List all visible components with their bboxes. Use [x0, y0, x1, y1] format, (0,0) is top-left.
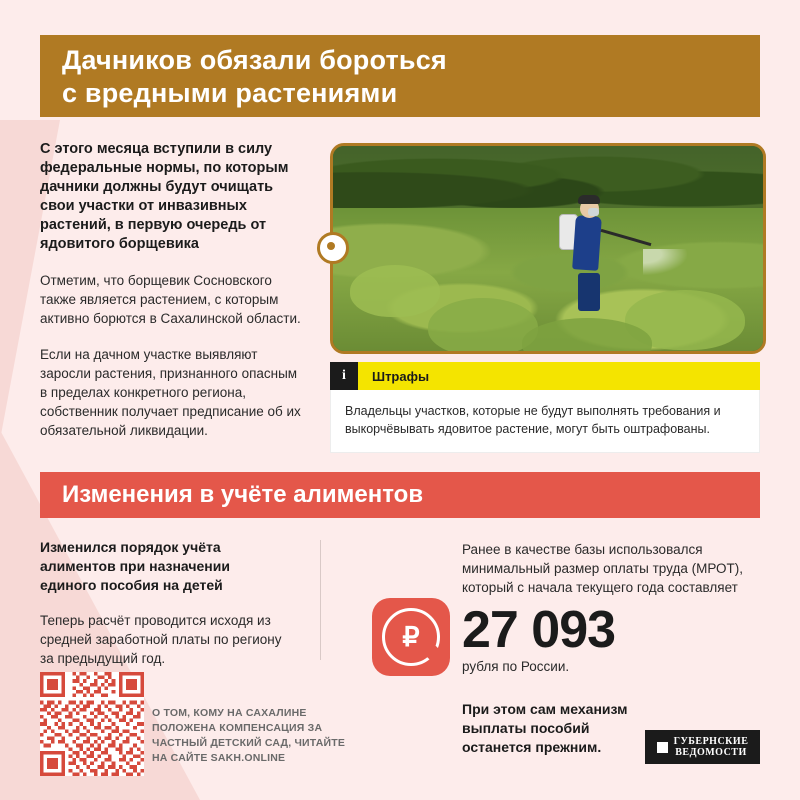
- decorative-bullet-dot: [317, 232, 349, 264]
- photo-worker-body: [572, 215, 602, 271]
- article1-photo: [330, 143, 766, 354]
- logo-line1: ГУБЕРНСКИЕ: [673, 736, 749, 747]
- article1-paragraph-2: Если на дачном участке выявляют заросли растения, признанного опасным в пределах конкретного региона, собственник получает предписание об их обязательной ликвидации.: [40, 347, 301, 438]
- article1-title-line2: с вредными растениями: [62, 78, 398, 108]
- fines-callout: [330, 362, 760, 453]
- info-icon: i: [330, 362, 358, 390]
- column-divider: [320, 540, 321, 660]
- photo-worker-legs: [578, 273, 600, 311]
- logo-text: [674, 736, 749, 758]
- article2-header: [40, 472, 760, 518]
- photo-leaf: [428, 298, 538, 351]
- fines-text: Владельцы участков, которые не будут выполнять требования и выкорчёвывать ядовитое растение, могут быть оштрафованы.: [330, 390, 760, 453]
- article1-header: [40, 35, 760, 117]
- logo-line2: ВЕДОМОСТИ: [675, 747, 747, 758]
- mrot-value: 27 093: [462, 601, 616, 659]
- article2-right-text: Ранее в качестве базы использовался минимальный размер оплаты труда (МРОТ), который с начала текущего года составляет: [462, 542, 744, 595]
- ruble-glyph: ₽: [382, 608, 440, 666]
- article1-title-line1: Дачников обязали бороться: [62, 45, 447, 75]
- photo-leaf: [350, 265, 440, 317]
- fines-header: [330, 362, 760, 390]
- photo-worker-mask: [588, 208, 599, 216]
- publisher-logo: [645, 730, 760, 764]
- article1-text-column: [40, 140, 305, 457]
- article2-right-column: [462, 540, 762, 757]
- article2-left-column: [40, 538, 290, 668]
- article1-lead: С этого месяца вступили в силу федеральные нормы, по которым дачники должны будут очищать свои участки от инвазивных растений, в первую очередь от ядовитого борщевика: [40, 141, 289, 252]
- ruble-icon: [372, 598, 450, 676]
- article1-paragraph-1: Отметим, что борщевик Сосновского также является растением, с которым активно борются в Сахалинской области.: [40, 273, 301, 326]
- article2-left-bold: Изменился порядок учёта алиментов при назначении единого пособия на детей: [40, 539, 230, 593]
- photo-illustration: [333, 146, 763, 351]
- logo-mark-icon: [657, 742, 668, 753]
- article2-right-bold: При этом сам механизм выплаты пособий останется прежним.: [462, 701, 628, 755]
- photo-worker-hat: [578, 195, 600, 204]
- article2-left-text: Теперь расчёт проводится исходя из средней заработной платы по региону за предыдущий год.: [40, 613, 282, 666]
- mrot-unit: рубля по России.: [462, 659, 570, 674]
- photo-spray-mist: [643, 249, 687, 275]
- qr-code[interactable]: [40, 672, 144, 776]
- article2-title: Изменения в учёте алиментов: [62, 481, 424, 508]
- article1-title: [40, 35, 760, 110]
- qr-caption: О ТОМ, КОМУ НА САХАЛИНЕ ПОЛОЖЕНА КОМПЕНСАЦИЯ ЗА ЧАСТНЫЙ ДЕТСКИЙ САД, ЧИТАЙТЕ НА САЙТЕ SAKH.ONLINE: [152, 707, 346, 764]
- fines-title: Штрафы: [372, 368, 430, 384]
